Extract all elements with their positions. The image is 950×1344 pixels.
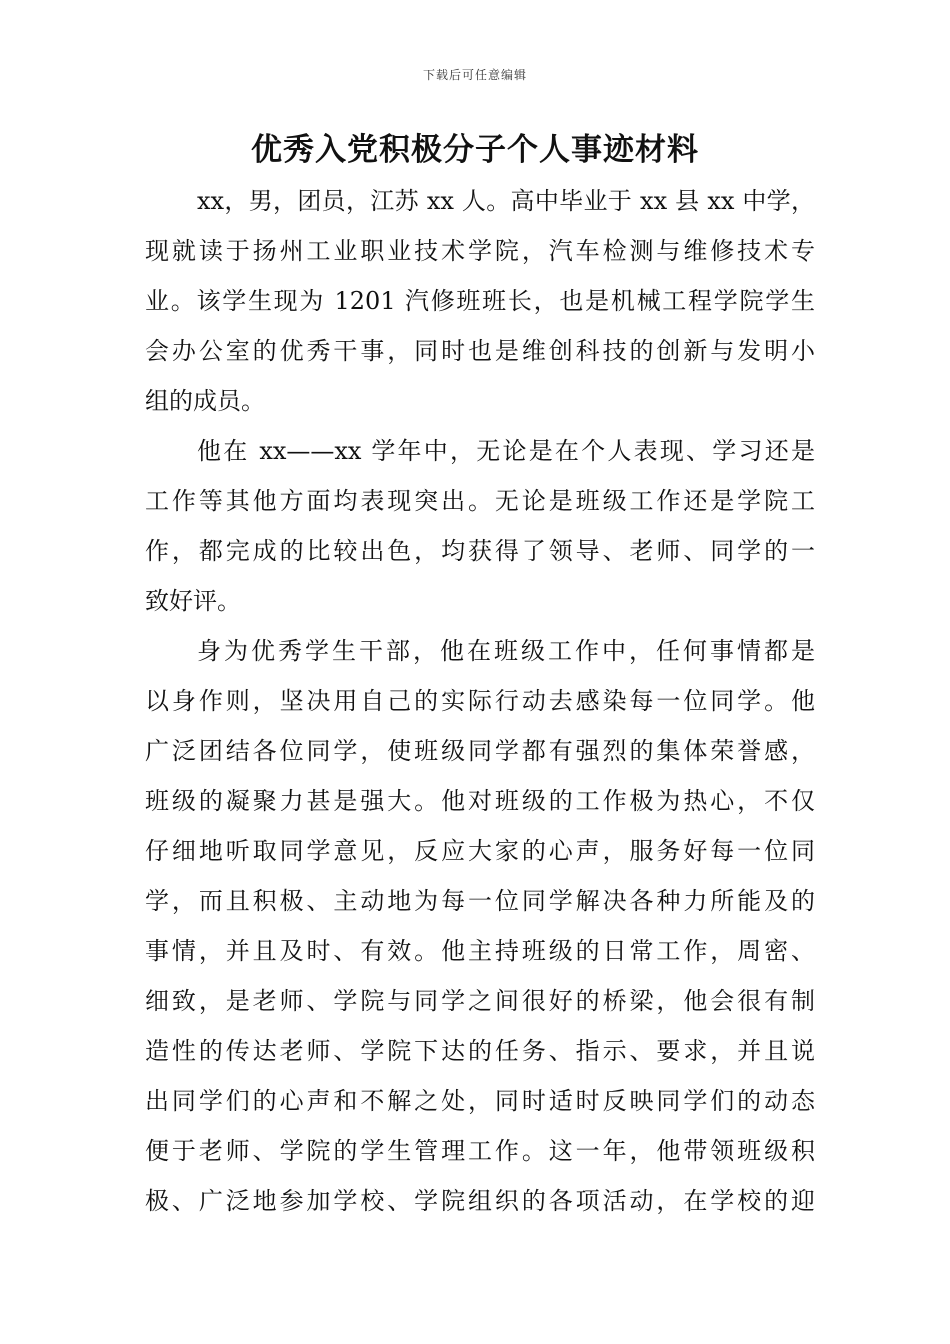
paragraph-3-line-3: 广泛团结各位同学，使班级同学都有强烈的集体荣誉感， <box>145 737 815 765</box>
paragraph-3-line-12: 极、广泛地参加学校、学院组织的各项活动，在学校的迎 <box>145 1187 815 1215</box>
paragraph-3-line-10: 出同学们的心声和不解之处，同时适时反映同学们的动态 <box>145 1087 815 1115</box>
paragraph-3-line-11: 便于老师、学院的学生管理工作。这一年，他带领班级积 <box>145 1137 815 1165</box>
paragraph-3-line-8: 细致，是老师、学院与同学之间很好的桥梁，他会很有制 <box>145 987 815 1015</box>
document-body <box>145 176 815 1226</box>
paragraph-3-line-1: 身为优秀学生干部，他在班级工作中，任何事情都是 <box>197 637 815 665</box>
paragraph-3-line-7: 事情，并且及时、有效。他主持班级的日常工作，周密、 <box>145 937 815 965</box>
paragraph-2-line-3: 作，都完成的比较出色，均获得了领导、老师、同学的一 <box>145 537 815 565</box>
paragraph-3-line-2: 以身作则，坚决用自己的实际行动去感染每一位同学。他 <box>145 687 815 715</box>
paragraph-3-line-9: 造性的传达老师、学院下达的任务、指示、要求，并且说 <box>145 1037 815 1065</box>
document-title: 优秀入党积极分子个人事迹材料 <box>251 132 699 168</box>
paragraph-1-line-3: 业。该学生现为 1201 汽修班班长，也是机械工程学院学生 <box>145 287 815 315</box>
paragraph-1-line-2: 现就读于扬州工业职业技术学院，汽车检测与维修技术专 <box>145 237 815 265</box>
header-note: 下载后可任意编辑 <box>422 68 527 82</box>
paragraph-1-line-4: 会办公室的优秀干事，同时也是维创科技的创新与发明小 <box>145 337 815 365</box>
paragraph-2-line-1: 他在 xx——xx 学年中，无论是在个人表现、学习还是 <box>197 437 815 465</box>
paragraph-2-line-2: 工作等其他方面均表现突出。无论是班级工作还是学院工 <box>145 487 815 515</box>
paragraph-3-line-6: 学，而且积极、主动地为每一位同学解决各种力所能及的 <box>145 887 815 915</box>
paragraph-3-line-5: 仔细地听取同学意见，反应大家的心声，服务好每一位同 <box>145 837 815 865</box>
paragraph-2-line-4: 致好评。 <box>145 587 241 615</box>
paragraph-3-line-4: 班级的凝聚力甚是强大。他对班级的工作极为热心，不仅 <box>145 787 815 815</box>
paragraph-1-line-1: xx，男，团员，江苏 xx 人。高中毕业于 xx 县 xx 中学， <box>197 187 815 215</box>
paragraph-1-line-5: 组的成员。 <box>145 387 265 415</box>
